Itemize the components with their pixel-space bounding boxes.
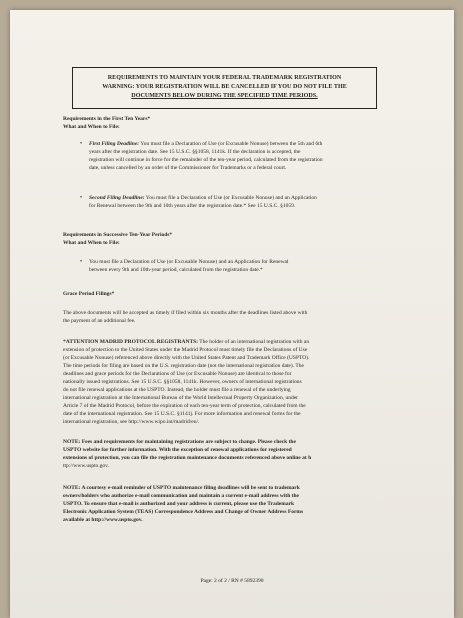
first-filing-line: years after the registration date. See 15 U.S.C. §§1058, 1141k. If the declaration is accepted, the: [89, 149, 301, 155]
madrid-line: international registration, see http://www.wipo.int/madrid/en/.: [63, 419, 200, 425]
grace-line: the payment of an additional fee.: [63, 318, 136, 324]
fees-note-line: NOTE: Fees and requirements for maintaining registrations are subject to change. Please check the: [63, 439, 296, 445]
successive-subheading: What and When to File:: [63, 240, 120, 246]
first-filing-paragraph: [89, 140, 323, 172]
madrid-label: *ATTENTION MADRID PROTOCOL REGISTRANTS:: [63, 339, 199, 345]
first-filing-line: date, unless cancelled by an order of the Commissioner for Trademarks or a federal court.: [89, 165, 287, 171]
reminder-note-line: USPTO. To ensure that e-mail is authorized and your address is current, please use the Trademark: [63, 501, 295, 507]
header-warning-line-2: DOCUMENTS BELOW DURING THE SPECIFIED TIME PERIODS.: [131, 93, 318, 99]
reminder-note-line: NOTE: A courtesy e-mail reminder of USPTO maintenance filing deadlines will be sent to trademark: [63, 485, 300, 491]
grace-heading: Grace Period Filings*: [63, 291, 115, 297]
madrid-line: The time periods for filing are based on the U.S. registration date (not the international registration date). The: [63, 363, 304, 369]
madrid-line: deadlines and grace periods for the Declarations of Use (or Excusable Nonuse) are identical to those for: [63, 371, 292, 377]
header-title: REQUIREMENTS TO MAINTAIN YOUR FEDERAL TRADEMARK REGISTRATION: [107, 75, 342, 81]
page-footer: Page: 2 of 2 / RN # 5892390: [200, 578, 264, 584]
first-ten-subheading: What and When to File:: [63, 124, 120, 130]
fees-note-line: USPTO website for further information. With the exception of renewal applications for registered: [63, 447, 292, 453]
grace-paragraph: [63, 309, 307, 325]
first-ten-heading: Requirements in the First Ten Years*: [63, 116, 151, 122]
reminder-note-line: Electronic Application System (TEAS) Correspondence Address and Change of Owner Address Forms: [63, 509, 304, 515]
first-filing-label: First Filing Deadline:: [89, 141, 140, 147]
madrid-line: (or Excusable Nonuse) referenced above directly with the United States Patent and Trademark Office (USPTO).: [63, 355, 310, 361]
second-filing-label: Second Filing Deadline:: [89, 195, 145, 201]
madrid-line: Article 7 of the Madrid Protocol, before the expiration of each ten-year term of protection, calculated from the: [63, 403, 306, 409]
grace-line: The above documents will be accepted as timely if filed within six months after the deadlines listed above with: [63, 310, 308, 316]
madrid-line: nationally issued registrations. See 15 U.S.C. §§1058, 1141k. However, owners of international registrations: [63, 379, 302, 385]
bullet-icon: •: [80, 195, 83, 201]
header-box: [72, 67, 377, 109]
reminder-note-line: available at http://www.uspto.gov.: [63, 517, 143, 523]
successive-line: You must file a Declaration of Use (or Excusable Nonuse) and an Application for Renewal: [89, 259, 289, 265]
fees-note-line: extensions of protection, you can file the registration maintenance documents referenced above online at h: [63, 455, 312, 461]
fees-note-line: ttp://www.uspto.gov.: [63, 463, 109, 469]
madrid-line: do not file renewal applications at the USPTO. Instead, the holder must file a renewal of the underlying: [63, 387, 291, 393]
reminder-note-line: owners/holders who authorize e-mail communication and maintain a current e-mail address with the: [63, 493, 299, 499]
fees-note: [63, 438, 311, 470]
reminder-note: [63, 484, 303, 524]
successive-heading: Requirements in Successive Ten-Year Periods*: [63, 232, 173, 238]
bullet-icon: •: [80, 259, 83, 265]
successive-line: between every 9th and 10th-year period, calculated from the registration date.*: [89, 267, 263, 273]
madrid-line: The holder of an international registration with an: [198, 339, 310, 345]
bullet-icon: •: [80, 141, 83, 147]
successive-paragraph: [89, 258, 289, 274]
document-page: [10, 10, 454, 618]
madrid-paragraph: [63, 338, 309, 426]
madrid-line: date of the international registration. See 15 U.S.C. §1141j. For more information and renewal forms for the: [63, 411, 301, 417]
first-filing-line: You must file a Declaration of Use (or Excusable Nonuse) between the 5th and 6th: [139, 141, 323, 147]
madrid-line: extension of protection to the United States under the Madrid Protocol must timely file the Declarations of Use: [63, 347, 308, 353]
second-filing-paragraph: [89, 194, 317, 210]
second-filing-line: You must file a Declaration of Use (or Excusable Nonuse) and an Application: [144, 195, 317, 201]
madrid-line: international registration at the International Bureau of the World Intellectual Property Organization, under: [63, 395, 299, 401]
header-warning-line-1: WARNING: YOUR REGISTRATION WILL BE CANCELLED IF YOU DO NOT FILE THE: [102, 84, 347, 90]
second-filing-line: for Renewal between the 9th and 10th years after the registration date.* See 15 U.S.C. §1059.: [89, 203, 296, 209]
first-filing-line: registration will continue in force for the remainder of the ten-year period, calculated from the registration: [89, 157, 323, 163]
